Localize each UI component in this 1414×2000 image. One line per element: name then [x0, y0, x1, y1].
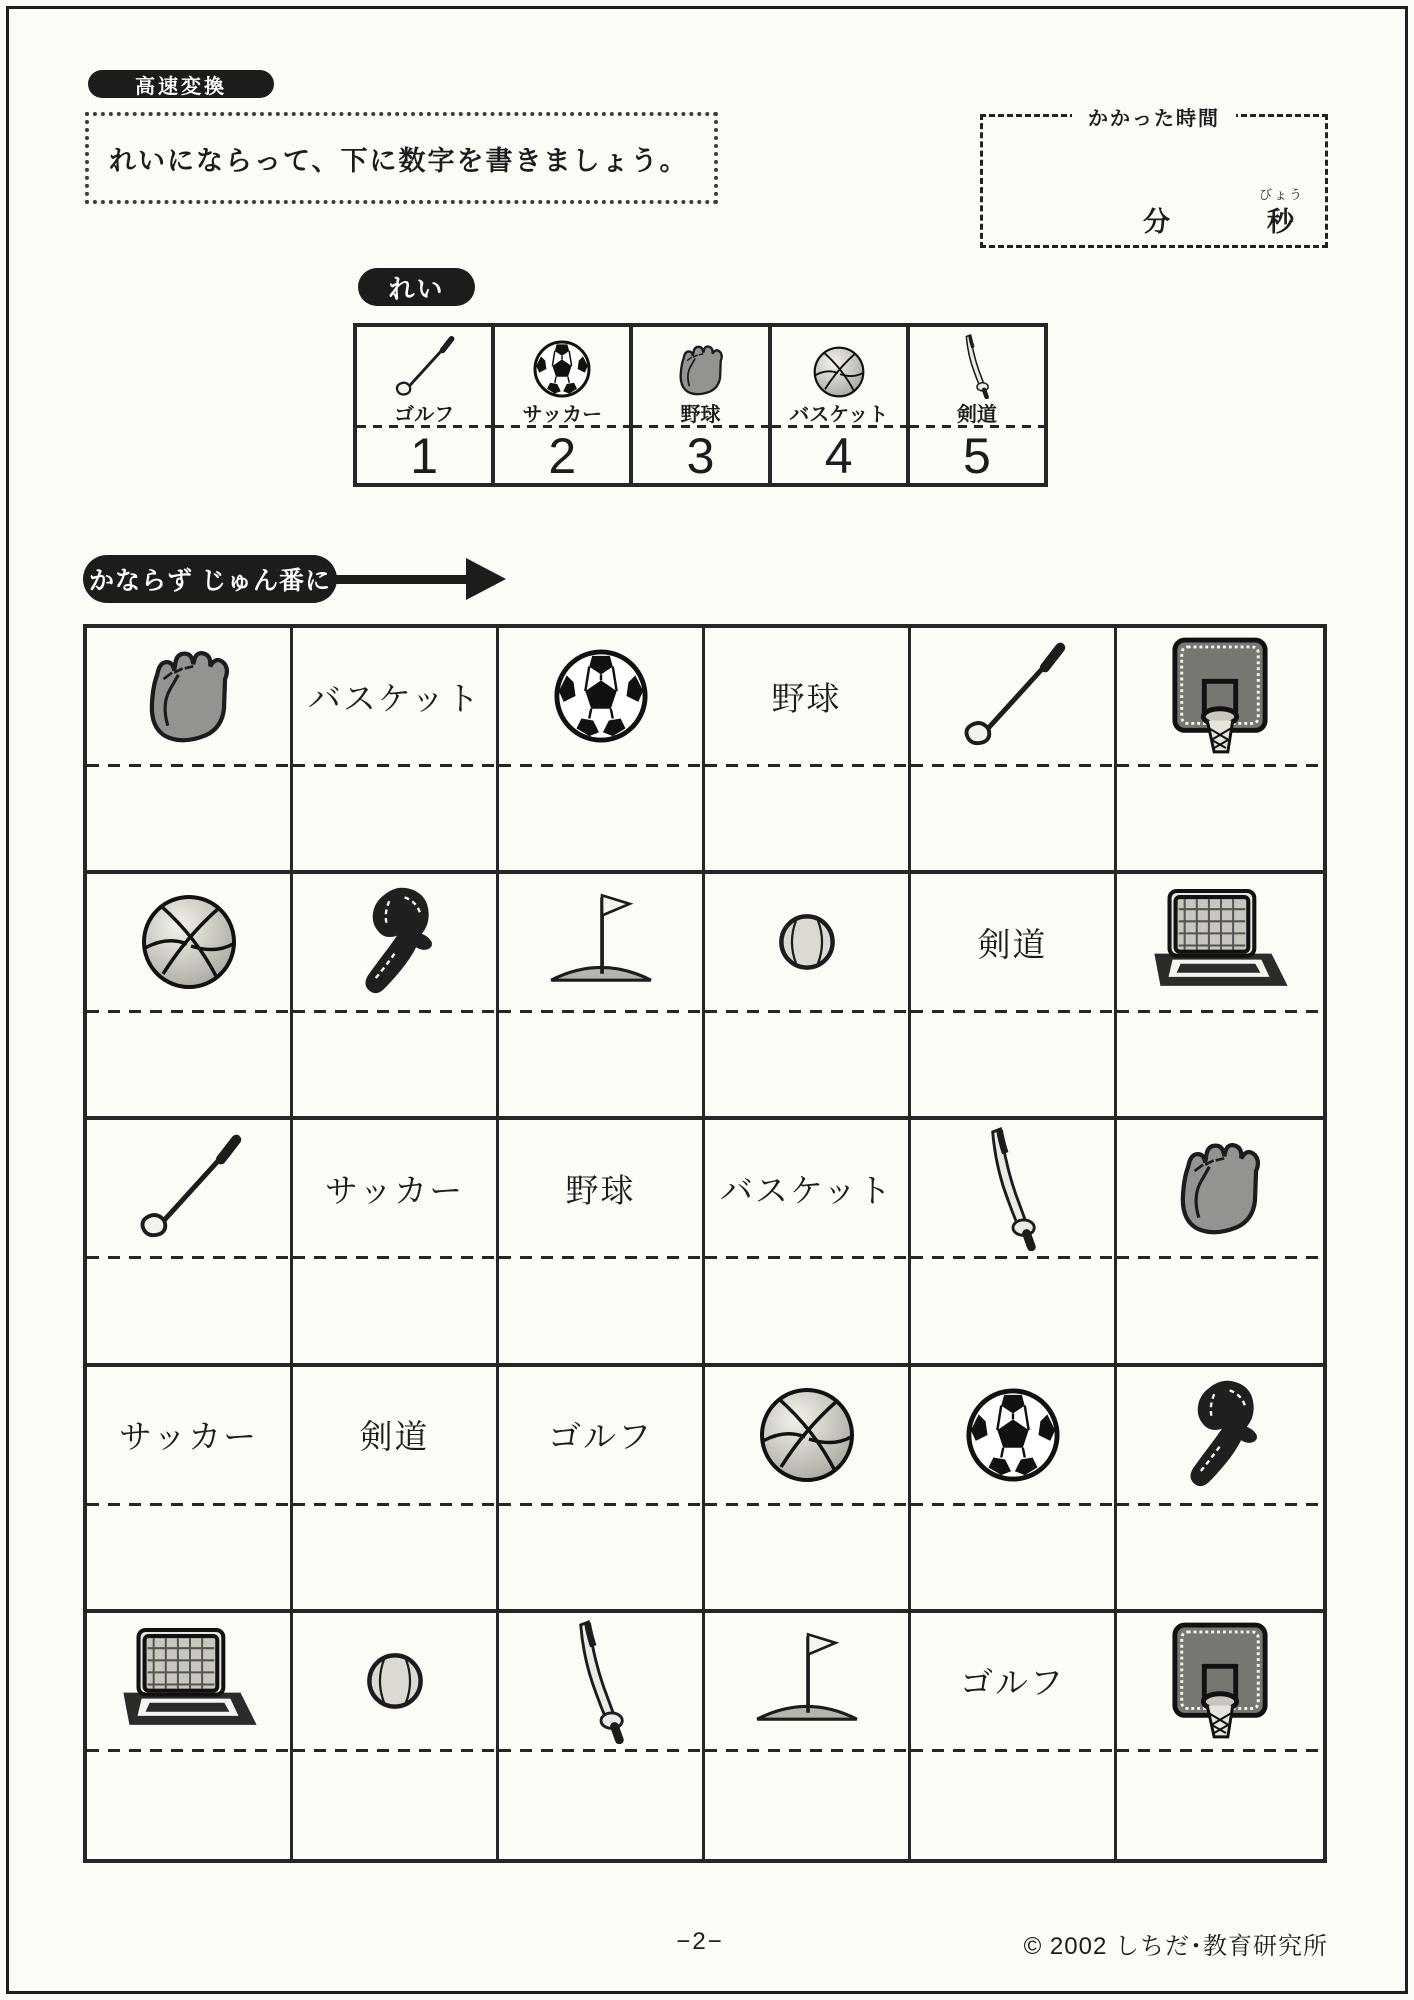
answer-space[interactable] — [87, 1752, 290, 1859]
grid-cell — [705, 628, 911, 874]
grid-cell-content — [1117, 1120, 1323, 1256]
grid-cell-label: ゴルフ — [548, 1418, 653, 1456]
grid-cell — [499, 1120, 705, 1366]
answer-space[interactable] — [911, 767, 1114, 870]
grid-cell-content — [499, 874, 702, 1010]
shinai-icon — [960, 333, 994, 399]
grid-cell-content — [1117, 1367, 1323, 1503]
example-icon-area — [772, 327, 906, 399]
page-number: −2− — [676, 1928, 724, 1955]
example-cell — [495, 327, 633, 483]
example-number: 2 — [548, 427, 577, 484]
example-number: 4 — [824, 427, 853, 484]
answer-space[interactable] — [293, 1752, 496, 1859]
shinai-icon — [572, 1618, 630, 1744]
grid-cell-content — [293, 1367, 496, 1503]
example-icon-area — [633, 327, 767, 399]
grid-cell-content — [293, 628, 496, 764]
lesson-tag-label: 高速変換 — [135, 75, 227, 98]
answer-space[interactable] — [1117, 1259, 1323, 1362]
basketball-hoop-icon — [1169, 1620, 1271, 1742]
answer-space[interactable] — [293, 1506, 496, 1609]
grid-cell — [499, 874, 705, 1120]
grid-cell-label: サッカー — [324, 1171, 465, 1209]
grid-cell — [911, 628, 1117, 874]
grid-cell — [293, 1120, 499, 1366]
answer-space[interactable] — [1117, 767, 1323, 870]
grid-cell — [705, 1120, 911, 1366]
baseball-glove-icon — [136, 643, 242, 749]
golf-club-icon — [951, 641, 1075, 751]
basketball-icon — [812, 345, 866, 399]
answer-space[interactable] — [911, 1013, 1114, 1116]
grid-cell — [1117, 1367, 1323, 1613]
answer-space[interactable] — [87, 1259, 290, 1362]
grid-cell-label: 剣道 — [359, 1418, 430, 1456]
grid-cell — [87, 1367, 293, 1613]
grid-cell — [87, 1120, 293, 1366]
grid-cell-content — [499, 1120, 702, 1256]
example-tag-label: れい — [388, 273, 445, 304]
example-number: 1 — [410, 427, 438, 484]
answer-space[interactable] — [499, 767, 702, 870]
answer-space[interactable] — [911, 1752, 1114, 1859]
baseball-glove-icon — [1167, 1135, 1273, 1241]
grid-cell — [911, 1367, 1117, 1613]
shinai-icon — [984, 1125, 1042, 1251]
answer-space[interactable] — [705, 1259, 908, 1362]
grid-cell — [499, 1613, 705, 1859]
grid-cell — [705, 874, 911, 1120]
example-icon-area — [357, 327, 491, 399]
answer-space[interactable] — [499, 1506, 702, 1609]
grid-cell-label: 野球 — [565, 1171, 636, 1209]
example-icon-area — [910, 327, 1044, 399]
baseball-icon — [775, 910, 839, 974]
example-cell — [910, 327, 1044, 483]
golf-club-icon — [127, 1133, 251, 1243]
grid-cell-content — [87, 628, 290, 764]
example-tag — [358, 268, 475, 306]
grid-cell — [911, 874, 1117, 1120]
example-table — [353, 323, 1048, 487]
grid-cell-content — [705, 1367, 908, 1503]
answer-space[interactable] — [499, 1259, 702, 1362]
order-note-label: かならず じゅん番に — [89, 567, 331, 595]
answer-grid — [83, 624, 1327, 1863]
answer-space[interactable] — [1117, 1013, 1323, 1116]
grid-cell-content — [87, 1613, 290, 1749]
answer-space[interactable] — [911, 1506, 1114, 1609]
soccer-ball-icon — [532, 339, 592, 399]
grid-cell-content — [293, 1120, 496, 1256]
instruction-box — [85, 112, 718, 204]
example-item-label: サッカー — [522, 403, 603, 426]
time-box-title: かかった時間 — [1072, 102, 1236, 131]
answer-space[interactable] — [1117, 1752, 1323, 1859]
grid-cell-content — [911, 628, 1114, 764]
grid-cell — [1117, 628, 1323, 874]
soccer-goal-icon — [112, 1628, 266, 1734]
grid-cell-label: バスケット — [719, 1171, 894, 1209]
grid-cell-content — [87, 1120, 290, 1256]
golf-flag-icon — [745, 1628, 869, 1734]
soccer-ball-icon — [964, 1386, 1062, 1484]
order-arrow — [330, 575, 472, 584]
example-cell — [357, 327, 495, 483]
example-item-label: バスケット — [789, 403, 889, 426]
grid-cell-content — [87, 874, 290, 1010]
answer-space[interactable] — [705, 767, 908, 870]
grid-cell-content — [293, 874, 496, 1010]
grid-cell-content — [499, 628, 702, 764]
grid-cell — [87, 628, 293, 874]
grid-cell-label: 野球 — [771, 679, 842, 717]
grid-cell-content — [705, 628, 908, 764]
grid-cell-label: バスケット — [307, 679, 482, 717]
answer-space[interactable] — [293, 1259, 496, 1362]
answer-space[interactable] — [87, 767, 290, 870]
lesson-tag — [88, 70, 274, 98]
order-note — [83, 555, 337, 603]
basketball-hoop-icon — [1169, 635, 1271, 757]
basketball-icon — [139, 892, 239, 992]
grid-cell — [293, 1613, 499, 1859]
grid-cell — [499, 628, 705, 874]
example-cell — [633, 327, 771, 483]
answer-space[interactable] — [1117, 1506, 1323, 1609]
grid-cell — [911, 1613, 1117, 1859]
kendo-men-icon — [347, 881, 443, 1003]
grid-cell-content — [705, 1120, 908, 1256]
soccer-goal-icon — [1143, 889, 1297, 995]
grid-cell-content — [293, 1613, 496, 1749]
grid-cell-content — [705, 1613, 908, 1749]
example-number: 5 — [963, 427, 991, 484]
example-cell — [772, 327, 910, 483]
golf-club-icon — [381, 335, 467, 399]
grid-cell-content — [911, 1613, 1114, 1749]
grid-cell — [293, 628, 499, 874]
answer-space[interactable] — [705, 1752, 908, 1859]
grid-cell-content — [499, 1613, 702, 1749]
instruction-text: れいにならって、下に数字を書きましょう。 — [109, 145, 689, 176]
example-item-label: 剣道 — [956, 403, 997, 426]
answer-space[interactable] — [87, 1013, 290, 1116]
example-item-label: 野球 — [680, 403, 721, 426]
example-number: 3 — [686, 427, 715, 484]
copyright: © 2002 しちだ･教育研究所 — [1023, 1933, 1328, 1960]
basketball-icon — [757, 1385, 857, 1485]
grid-cell — [705, 1613, 911, 1859]
answer-space[interactable] — [499, 1013, 702, 1116]
grid-cell-content — [911, 1367, 1114, 1503]
grid-cell-content — [1117, 874, 1323, 1010]
grid-cell — [1117, 1613, 1323, 1859]
grid-cell-content — [87, 1367, 290, 1503]
answer-space[interactable] — [705, 1506, 908, 1609]
answer-space[interactable] — [705, 1013, 908, 1116]
grid-cell — [499, 1367, 705, 1613]
golf-flag-icon — [539, 889, 663, 995]
grid-cell-content — [911, 1120, 1114, 1256]
baseball-glove-icon — [672, 341, 730, 399]
grid-cell-content — [1117, 628, 1323, 764]
grid-cell-label: ゴルフ — [960, 1664, 1065, 1702]
seconds-furigana: びょう — [1259, 187, 1305, 202]
answer-space[interactable] — [911, 1259, 1114, 1362]
grid-cell-label: サッカー — [118, 1418, 259, 1456]
grid-cell-content — [499, 1367, 702, 1503]
grid-cell — [1117, 874, 1323, 1120]
grid-cell — [293, 1367, 499, 1613]
answer-space[interactable] — [87, 1506, 290, 1609]
grid-cell — [911, 1120, 1117, 1366]
grid-cell-label: 剣道 — [977, 925, 1048, 963]
example-item-label: ゴルフ — [394, 403, 455, 426]
grid-cell-content — [911, 874, 1114, 1010]
grid-cell — [705, 1367, 911, 1613]
grid-cell — [1117, 1120, 1323, 1366]
soccer-ball-icon — [552, 647, 650, 745]
answer-space[interactable] — [293, 767, 496, 870]
grid-cell-content — [1117, 1613, 1323, 1749]
kendo-men-icon — [1172, 1374, 1268, 1496]
baseball-icon — [363, 1649, 427, 1713]
answer-space[interactable] — [293, 1013, 496, 1116]
minutes-label: 分 — [1143, 207, 1170, 237]
grid-cell — [293, 874, 499, 1120]
seconds-label: 秒 — [1267, 207, 1294, 237]
elapsed-time-box[interactable] — [980, 108, 1328, 248]
grid-cell — [87, 1613, 293, 1859]
grid-cell-content — [705, 874, 908, 1010]
answer-space[interactable] — [499, 1752, 702, 1859]
order-arrow-head — [466, 558, 506, 600]
example-icon-area — [495, 327, 629, 399]
grid-cell — [87, 874, 293, 1120]
